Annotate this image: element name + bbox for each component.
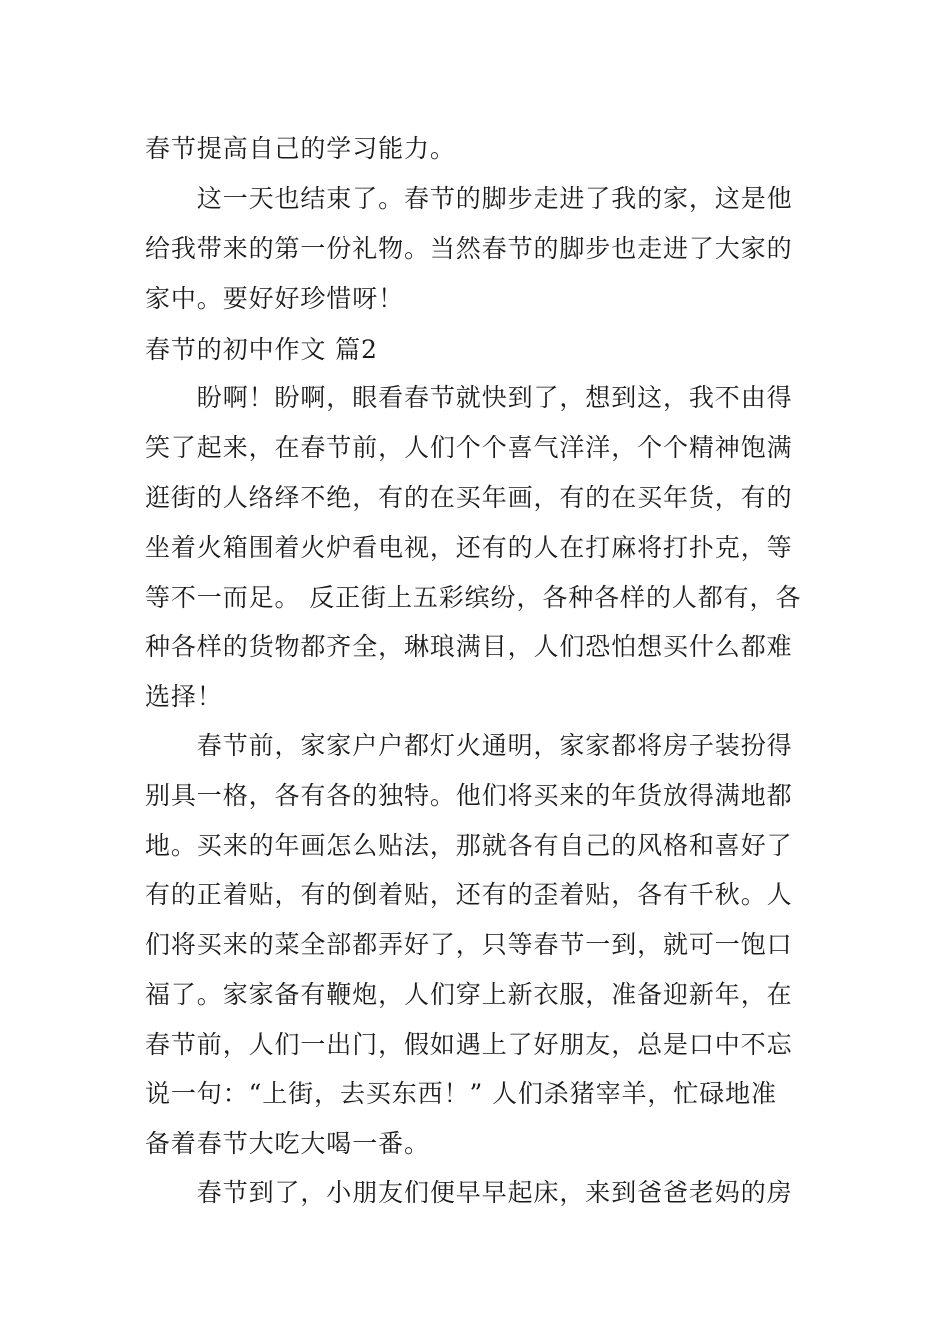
text-line: 春节提高自己的学习能力。 [145,134,456,163]
text-line: 家中。要好好珍惜呀！ [145,284,405,313]
section-heading: 春节的初中作文 篇2 [145,335,378,364]
text-line: 春节到了，小朋友们便早早起床，来到爸爸老妈的房 [145,1178,793,1207]
text-line: 盼啊！盼啊，眼看春节就快到了，想到这，我不由得 [145,383,793,412]
text-line: 春节前，家家户户都灯火通明，家家都将房子装扮得 [145,731,793,760]
text-line: 地。买来的年画怎么贴法，那就各有自己的风格和喜好了 [145,831,793,860]
text-line: 这一天也结束了。春节的脚步走进了我的家，这是他 [145,184,793,213]
text-line: 春节前，人们一出门，假如遇上了好朋友，总是口中不忘 [145,1030,793,1059]
text-line: 备着春节大吃大喝一番。 [145,1129,430,1158]
text-line: 种各样的货物都齐全，琳琅满目，人们恐怕想买什么都难 [145,632,793,661]
text-line: 说一句：“上街，去买东西！” 人们杀猪宰羊，忙碌地准 [145,1079,777,1108]
text-line: 有的正着贴，有的倒着贴，还有的歪着贴，各有千秋。人 [145,880,793,909]
text-line: 们将买来的菜全部都弄好了，只等春节一到，就可一饱口 [145,930,793,959]
text-line: 笑了起来，在春节前，人们个个喜气洋洋，个个精神饱满 [145,433,793,462]
text-line: 别具一格，各有各的独特。他们将买来的年货放得满地都 [145,781,793,810]
text-line: 给我带来的第一份礼物。当然春节的脚步也走进了大家的 [145,234,793,263]
text-line: 福了。家家备有鞭炮，人们穿上新衣服，准备迎新年，在 [145,980,793,1009]
text-line: 逛街的人络绎不绝，有的在买年画，有的在买年货，有的 [145,483,793,512]
text-line: 等不一而足。 反正街上五彩缤纷，各种各样的人都有，各 [145,583,802,612]
text-line: 坐着火箱围着火炉看电视，还有的人在打麻将打扑克，等 [145,533,793,562]
text-line: 选择！ [145,682,223,711]
